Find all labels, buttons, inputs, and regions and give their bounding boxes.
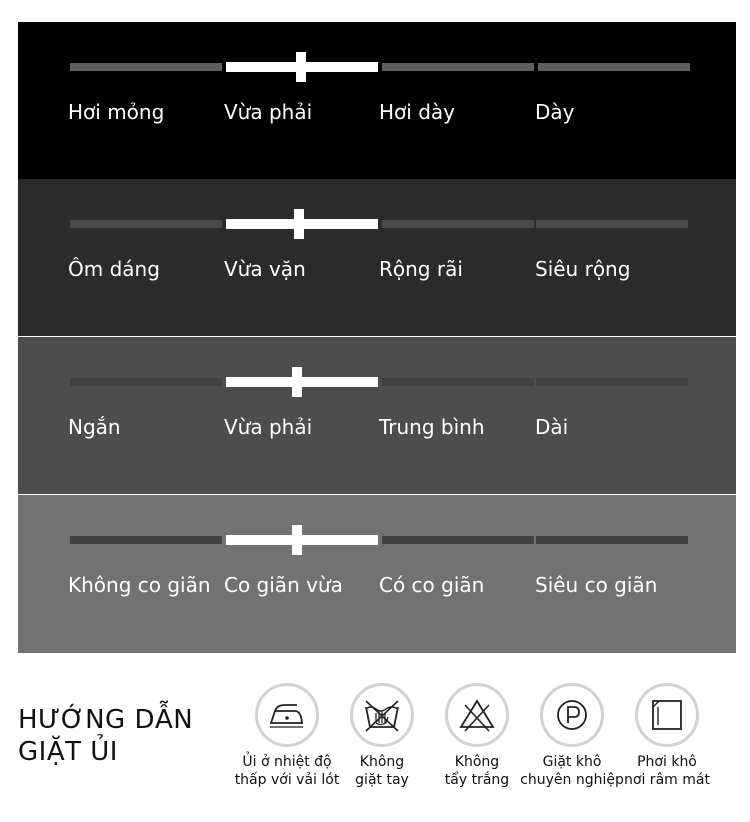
scale-label: Hơi mỏng: [68, 100, 165, 124]
scale-marker: [292, 525, 302, 555]
care-item-no-bleach: [422, 683, 532, 789]
scale-segment: [70, 63, 222, 71]
care-item-label: Phơi khô: [637, 754, 697, 770]
scale-segment: [382, 378, 534, 386]
scale-marker: [292, 367, 302, 397]
scale-marker: [294, 209, 304, 239]
professional-dry-clean-icon: [540, 683, 604, 747]
length-scale-bar: [70, 377, 692, 387]
no-hand-wash-icon: [350, 683, 414, 747]
scale-label: Rộng rãi: [379, 257, 463, 281]
scale-segment: [382, 63, 534, 71]
scale-segment: [382, 536, 534, 544]
scale-segment: [70, 378, 222, 386]
scale-label: Co giãn vừa: [224, 573, 343, 597]
care-item-no-hand-wash: [327, 683, 437, 789]
scale-label: Siêu rộng: [535, 257, 631, 281]
stretch-panel: [18, 495, 736, 653]
care-item-label: Không: [454, 754, 500, 770]
scale-segment-selected: [226, 535, 378, 545]
scale-label: Không co giãn: [68, 573, 211, 597]
care-item-dry-shade: [612, 683, 722, 789]
thickness-scale-bar: [70, 62, 692, 72]
scale-label: Dài: [535, 415, 569, 439]
fit-panel: [18, 179, 736, 336]
scale-marker: [296, 52, 306, 82]
iron-low-temp-icon: [255, 683, 319, 747]
scale-label: Ngắn: [68, 415, 121, 439]
thickness-panel: [18, 22, 736, 179]
care-item-label: Không: [359, 754, 405, 770]
scale-label: Dày: [535, 100, 575, 124]
care-item-label: Giặt khô: [542, 754, 602, 770]
care-item-label: chuyên nghiệp: [520, 772, 624, 788]
scale-segment: [536, 536, 688, 544]
dry-in-shade-icon: [635, 683, 699, 747]
scale-label: Siêu co giãn: [535, 573, 658, 597]
care-item-dry-clean: [517, 683, 627, 789]
scale-label: Có co giãn: [379, 573, 485, 597]
scale-segment: [536, 220, 688, 228]
care-item-label: thấp với vải lót: [234, 772, 340, 788]
washing-guide-title: [18, 704, 193, 768]
scale-segment: [70, 536, 222, 544]
care-item-label: Ủi ở nhiệt độ: [242, 754, 332, 770]
scale-segment: [382, 220, 534, 228]
scale-segment: [538, 63, 690, 71]
scale-segment: [70, 220, 222, 228]
guide-title-line: GIẶT ỦI: [18, 737, 118, 767]
scale-label: Hơi dày: [379, 100, 455, 124]
scale-label: Vừa phải: [224, 415, 313, 439]
stretch-scale-bar: [70, 535, 692, 545]
scale-label: Vừa phải: [224, 100, 313, 124]
scale-label: Trung bình: [379, 415, 485, 439]
guide-title-line: HƯỚNG DẪN: [18, 705, 194, 735]
scale-segment-selected: [226, 377, 378, 387]
fit-scale-bar: [70, 219, 692, 229]
care-item-label: nơi râm mát: [624, 772, 710, 788]
care-item-label: giặt tay: [355, 772, 409, 788]
scale-label: Vừa vặn: [224, 257, 306, 281]
scale-label: Ôm dáng: [68, 257, 160, 281]
length-panel: [18, 337, 736, 494]
scale-segment: [536, 378, 688, 386]
care-item-iron: [232, 683, 342, 789]
care-item-label: tẩy trắng: [444, 772, 510, 788]
no-bleach-icon: [445, 683, 509, 747]
